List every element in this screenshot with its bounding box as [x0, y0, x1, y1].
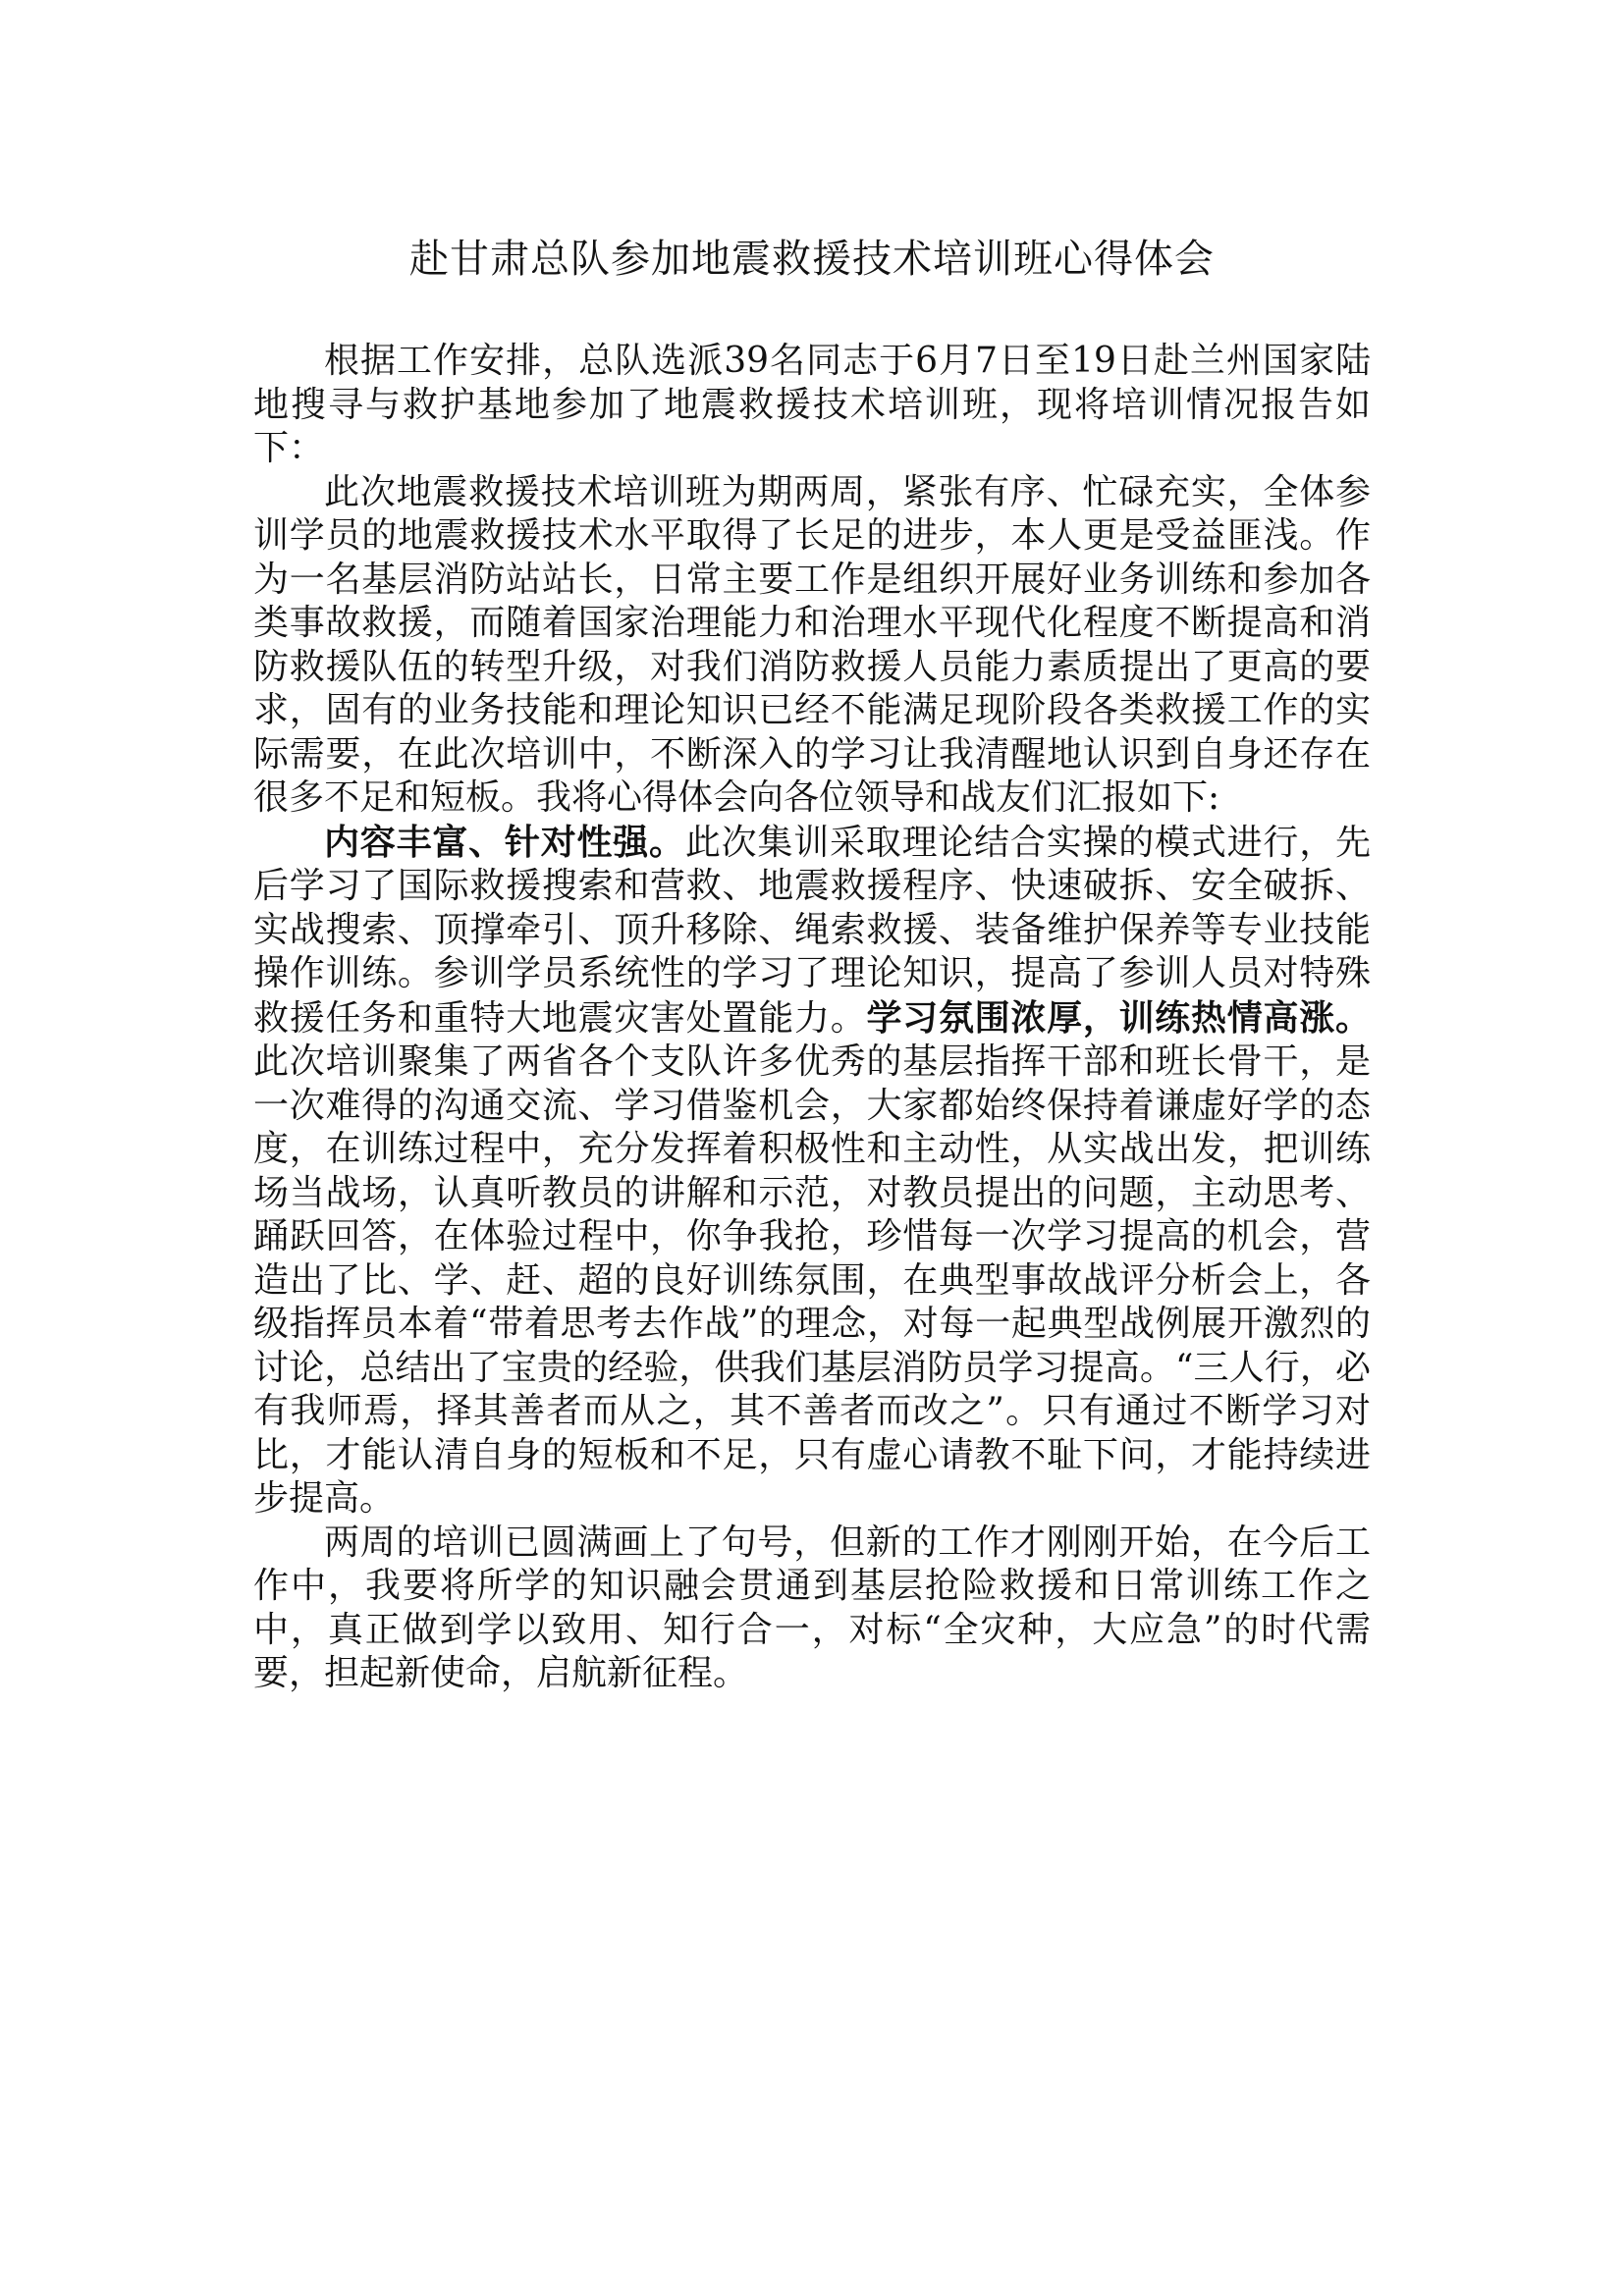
document-title: 赴甘肃总队参加地震救援技术培训班心得体会: [409, 237, 1215, 282]
section-heading-content: 内容丰富、针对性强。: [324, 821, 685, 863]
paragraph-conclusion: 两周的培训已圆满画上了句号，但新的工作才刚刚开始，在今后工作中，我要将所学的知识融会贯通到基层抢险救援和日常训练工作之中，真正做到学以致用、知行合一，对标“全灾种，大应急”的时代需要，担起新使命，启航新征程。: [253, 1522, 1371, 1693]
paragraph-experience: [253, 821, 1371, 1522]
document-body: [253, 340, 1371, 1696]
section-heading-atmosphere: 学习氛围浓厚，训练热情高涨。: [866, 996, 1371, 1039]
paragraph-overview: 此次地震救援技术培训班为期两周，紧张有序、忙碌充实，全体参训学员的地震救援技术水平取得了长足的进步，本人更是受益匪浅。作为一名基层消防站站长，日常主要工作是组织开展好业务训练和参加各类事故救援，而随着国家治理能力和治理水平现代化程度不断提高和消防救援队伍的转型升级，对我们消防救援人员能力素质提出了更高的要求，固有的业务技能和理论知识已经不能满足现阶段各类救援工作的实际需要，在此次培训中，不断深入的学习让我清醒地认识到自身还存在很多不足和短板。我将心得体会向各位领导和战友们汇报如下:: [253, 471, 1371, 818]
section-text-content: 此次集训采取理论结合实操的模式进行，先后学习了国际救援搜索和营救、地震救援程序、快速破拆、安全破拆、实战搜索、顶撑牵引、顶升移除、绳索救援、装备维护保养等专业技能操作训练。参训学员系统性的学习了理论知识，提高了参训人员对特殊救援任务和重特大地震灾害处置能力。: [253, 822, 1371, 1039]
paragraph-intro: 根据工作安排，总队选派39名同志于6月7日至19日赴兰州国家陆地搜寻与救护基地参加了地震救援技术培训班，现将培训情况报告如下：: [253, 341, 1371, 468]
section-text-atmosphere: 此次培训聚集了两省各个支队许多优秀的基层指挥干部和班长骨干，是一次难得的沟通交流、学习借鉴机会，大家都始终保持着谦虚好学的态度，在训练过程中，充分发挥着积极性和主动性，从实战出发，把训练场当战场，认真听教员的讲解和示范，对教员提出的问题，主动思考、踊跃回答，在体验过程中，你争我抢，珍惜每一次学习提高的机会，营造出了比、学、赶、超的良好训练氛围，在典型事故战评分析会上，各级指挥员本着“带着思考去作战”的理念，对每一起典型战例展开激烈的讨论，总结出了宝贵的经验，供我们基层消防员学习提高。“三人行，必有我师焉，择其善者而从之，其不善者而改之”。只有通过不断学习对比，才能认清自身的短板和不足，只有虚心请教不耻下问，才能持续进步提高。: [253, 1041, 1371, 1519]
